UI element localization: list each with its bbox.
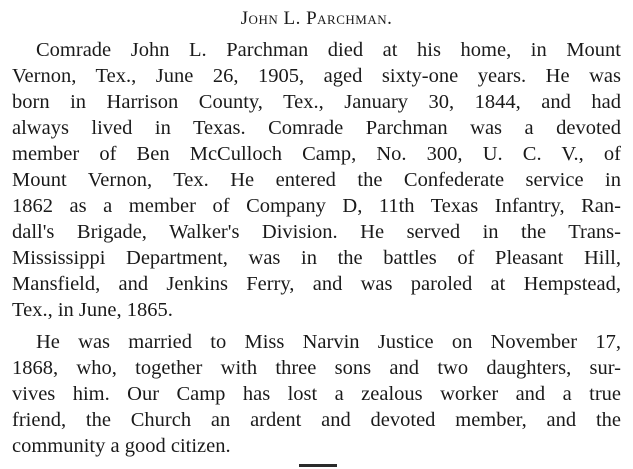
paragraph-1-line-2: Vernon, Tex., June 26, 1905, aged sixty-one years. He was xyxy=(12,65,621,87)
paragraph-2-line-3: vives him. Our Camp has lost a zealous worker and a true xyxy=(12,383,621,405)
paragraph-1-line-8: dall's Brigade, Walker's Division. He served in the Trans- xyxy=(12,221,621,243)
paragraph-1-line-9: Mississippi Department, was in the battles of Pleasant Hill, xyxy=(12,247,621,269)
paragraph-1-line-7: 1862 as a member of Company D, 11th Texas Infantry, Ran- xyxy=(12,195,621,217)
paragraph-1-line-11: Tex., in June, 1865. xyxy=(12,299,173,321)
paragraph-2-line-5: community a good citizen. xyxy=(12,435,231,457)
paragraph-1-line-4: always lived in Texas. Comrade Parchman was a devoted xyxy=(12,117,621,139)
paragraph-1-line-1: Comrade John L. Parchman died at his home, in Mount xyxy=(36,39,621,61)
paragraph-1-line-6: Mount Vernon, Tex. He entered the Confederate service in xyxy=(12,169,621,191)
footer-rule xyxy=(299,464,337,467)
paragraph-2-line-4: friend, the Church an ardent and devoted member, and the xyxy=(12,409,621,431)
paragraph-1-line-3: born in Harrison County, Tex., January 30, 1844, and had xyxy=(12,91,621,113)
paragraph-2-line-1: He was married to Miss Narvin Justice on November 17, xyxy=(36,331,621,353)
paragraph-1-line-5: member of Ben McCulloch Camp, No. 300, U. C. V., of xyxy=(12,143,621,165)
paragraph-1-line-10: Mansfield, and Jenkins Ferry, and was paroled at Hempstead, xyxy=(12,273,621,295)
paragraph-2-line-2: 1868, who, together with three sons and two daughters, sur- xyxy=(12,357,621,379)
article-title: John L. Parchman. xyxy=(240,8,393,29)
